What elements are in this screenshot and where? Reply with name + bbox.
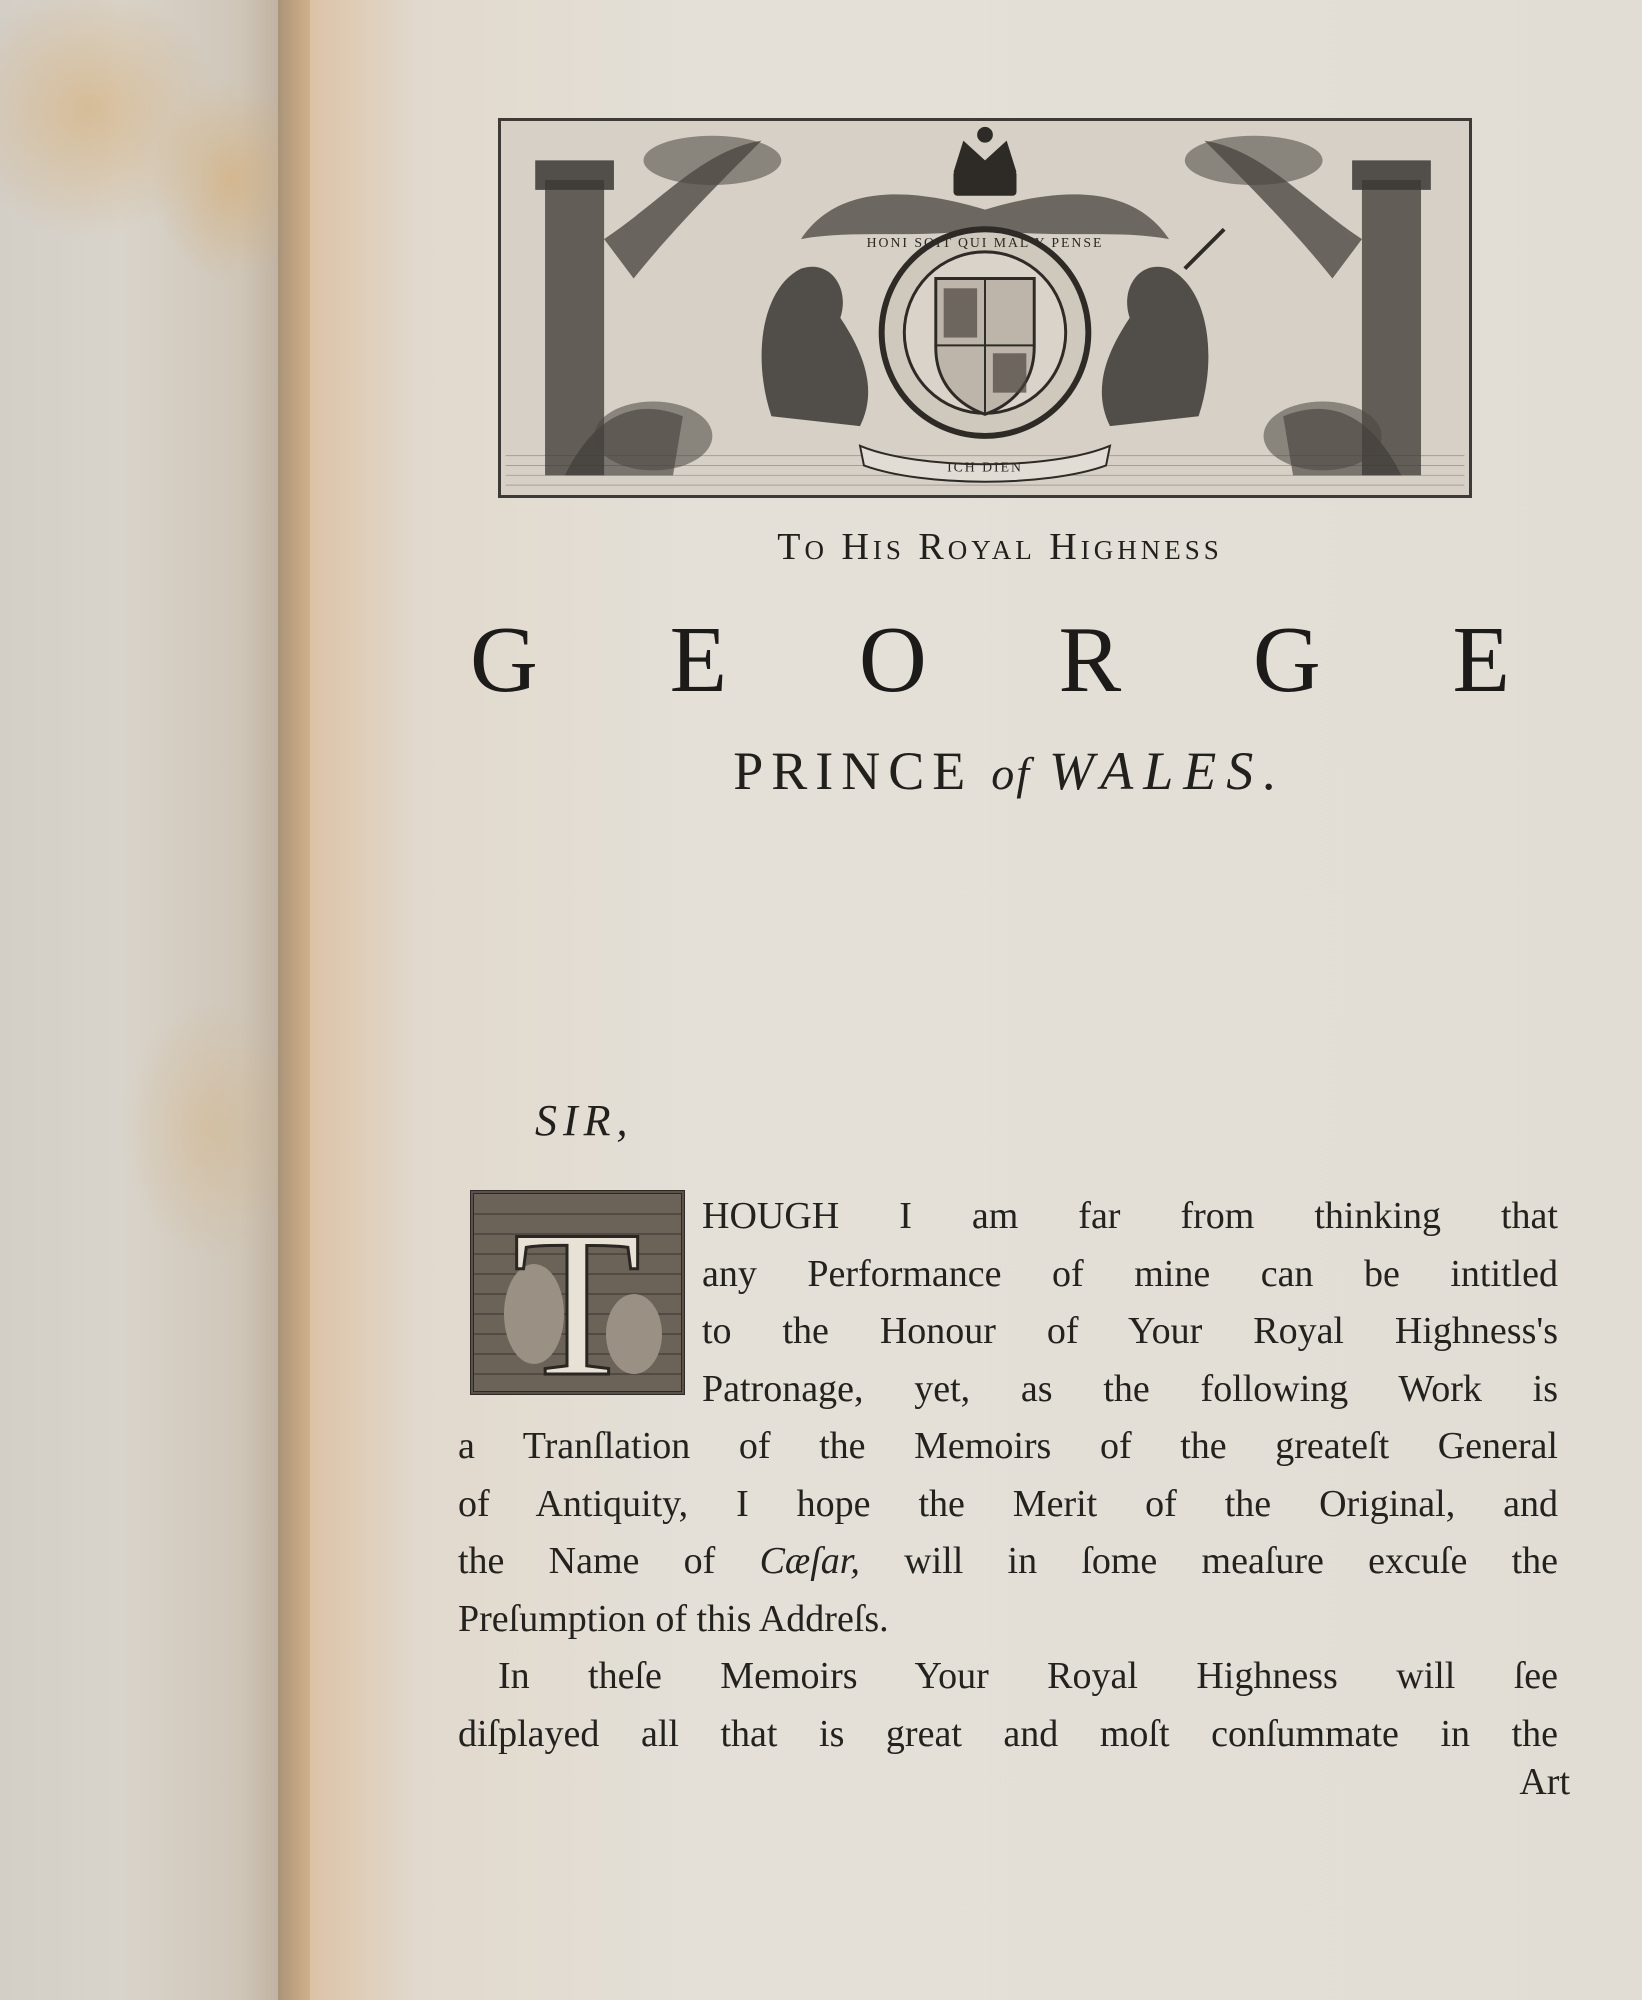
text-line: a Tranſlation of the Memoirs of the greateſt General bbox=[458, 1425, 1558, 1467]
text-line: In theſe Memoirs Your Royal Highness will ſee bbox=[498, 1655, 1558, 1697]
text-line: of Antiquity, I hope the Merit of the Original, and bbox=[458, 1482, 1558, 1525]
text-fragment: the Name of bbox=[458, 1540, 716, 1582]
left-page bbox=[0, 0, 300, 2000]
royal-arms-headpiece bbox=[498, 118, 1472, 498]
title-prince: PRINCE bbox=[733, 741, 974, 801]
text-line: to the Honour of Your Royal Highness's bbox=[702, 1310, 1558, 1352]
caesar-name: Cæſar, bbox=[759, 1540, 860, 1582]
name-letter: G bbox=[1252, 608, 1321, 712]
name-letter: E bbox=[669, 608, 728, 712]
name-letter: O bbox=[858, 608, 927, 712]
catchword: Art bbox=[1519, 1761, 1570, 1803]
text-line: HOUGH I am far from thinking that bbox=[702, 1195, 1558, 1237]
initial-letter: T bbox=[512, 1194, 642, 1391]
text-line-caesar bbox=[458, 1533, 1558, 1591]
text-line: diſplayed all that is great and moſt conſummate in the bbox=[458, 1712, 1558, 1755]
name-letter: R bbox=[1058, 608, 1122, 712]
prince-name bbox=[470, 600, 1510, 720]
garter-motto-text: HONI SOIT QUI MAL Y PENSE bbox=[866, 234, 1104, 250]
salutation: SIR, bbox=[535, 1096, 634, 1145]
dedication-line: To His Royal Highness bbox=[777, 526, 1223, 568]
title-of: of bbox=[991, 748, 1032, 799]
letter-body bbox=[458, 1188, 1558, 1763]
name-letter: G bbox=[470, 608, 538, 712]
title-wales: WALES. bbox=[1049, 741, 1287, 801]
text-line: Patronage, yet, as the following Work is bbox=[702, 1367, 1558, 1410]
name-letter: E bbox=[1452, 608, 1510, 712]
text-line: Preſumption of this Addreſs. bbox=[458, 1597, 889, 1640]
text-line: any Performance of mine can be intitled bbox=[702, 1252, 1558, 1295]
text-fragment: will in ſome meaſure excuſe the bbox=[904, 1540, 1558, 1582]
prince-title bbox=[560, 740, 1460, 802]
foxing-stain bbox=[120, 1000, 300, 1260]
motto-text: ICH DIEN bbox=[947, 459, 1023, 475]
royal-arms-engraving bbox=[501, 121, 1469, 495]
